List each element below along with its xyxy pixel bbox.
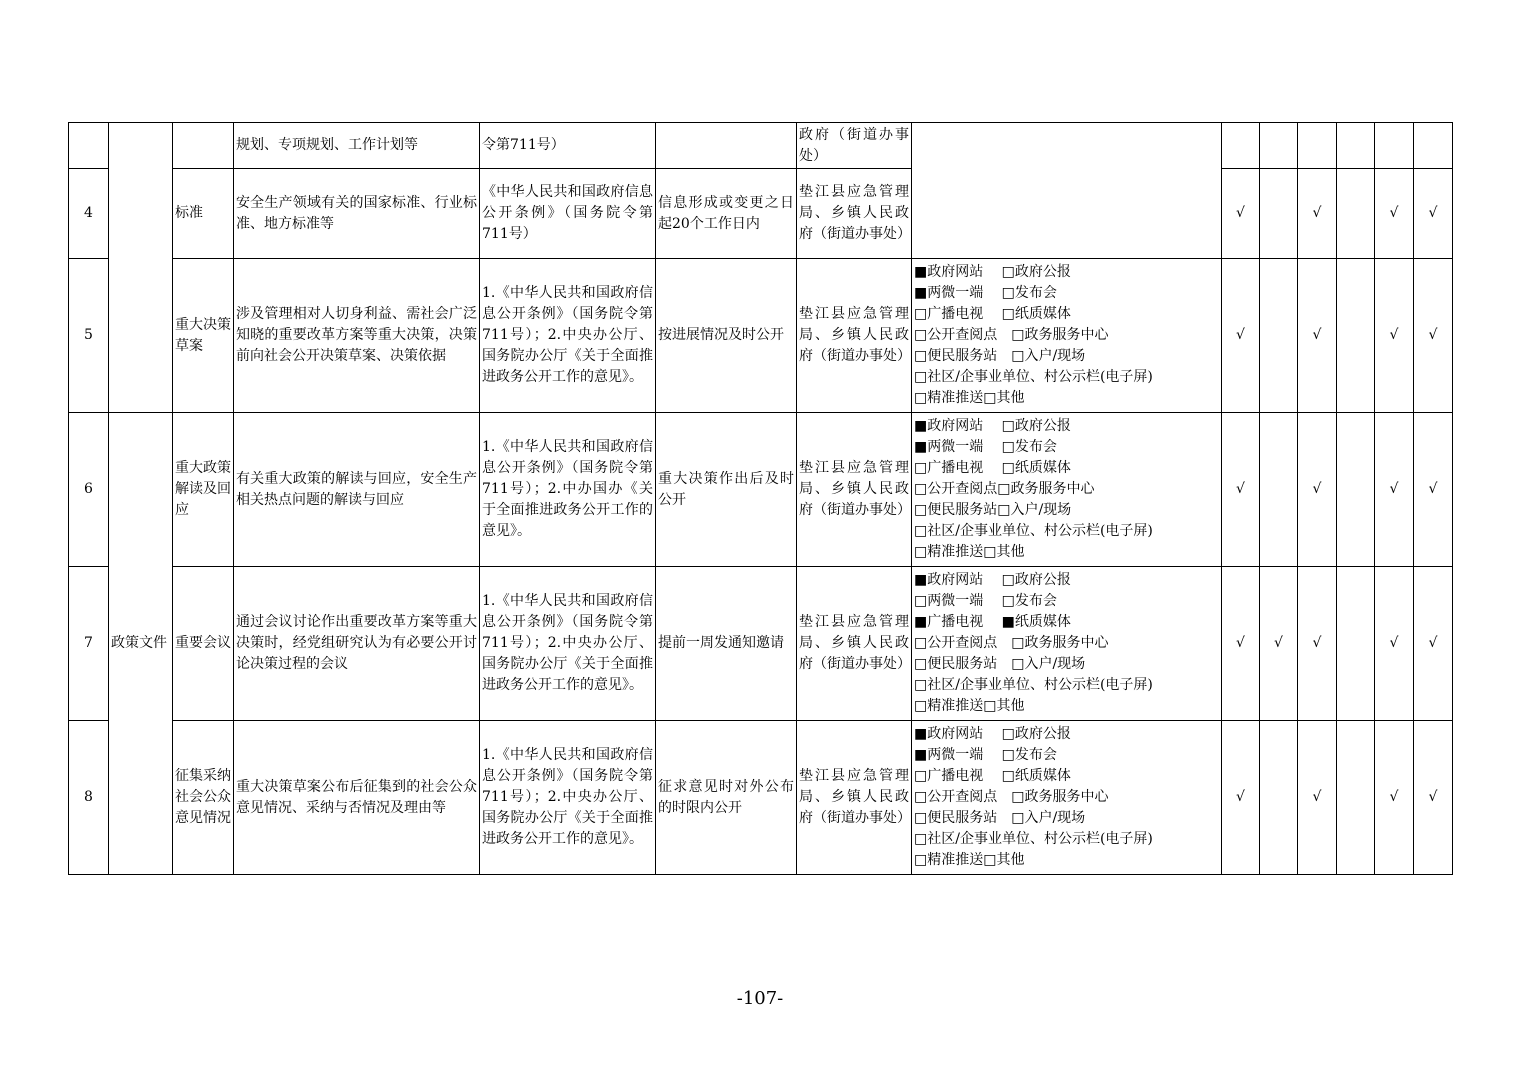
channel-line: □公开查阅点 □政务服务中心	[914, 327, 1109, 343]
content-cell: 涉及管理相对人切身利益、需社会广泛知晓的重要改革方案等重大决策，决策前向社会公开决策草案、决策依据	[234, 259, 480, 413]
mark-cell: √	[1414, 721, 1453, 875]
time-cell	[656, 123, 797, 169]
channel-line: ■政府网站 □政府公报	[914, 572, 1071, 588]
item-name: 重要会议	[173, 567, 234, 721]
mark-cell: √	[1375, 259, 1414, 413]
channel-line: ■两微一端 □发布会	[914, 439, 1057, 455]
mark-cell	[1337, 413, 1375, 567]
table-row	[69, 169, 1453, 259]
mark-cell: √	[1222, 413, 1260, 567]
content-cell: 有关重大政策的解读与回应，安全生产相关热点问题的解读与回应	[234, 413, 480, 567]
item-name: 标准	[173, 169, 234, 259]
content-cell: 安全生产领域有关的国家标准、行业标准、地方标准等	[234, 169, 480, 259]
mark-cell: √	[1298, 721, 1337, 875]
channel-line: □便民服务站 □入户/现场	[914, 348, 1086, 364]
time-cell: 信息形成或变更之日起20个工作日内	[656, 169, 797, 259]
channel-line: □广播电视 □纸质媒体	[914, 768, 1071, 784]
mark-cell: √	[1222, 721, 1260, 875]
channel-line: □两微一端 □发布会	[914, 593, 1057, 609]
mark-cell: √	[1222, 259, 1260, 413]
mark-cell	[1260, 259, 1298, 413]
row-number: 5	[69, 259, 109, 413]
channel-line: □精准推送□其他	[914, 698, 1025, 714]
table-row	[69, 413, 1453, 567]
channel-cell	[912, 567, 1222, 721]
mark-cell	[1222, 123, 1260, 169]
category-cell-empty	[109, 123, 173, 413]
channel-line: □社区/企事业单位、村公示栏(电子屏)	[914, 523, 1153, 539]
mark-cell	[1260, 169, 1298, 259]
mark-cell: √	[1414, 169, 1453, 259]
channel-line: □便民服务站 □入户/现场	[914, 810, 1086, 826]
item-name: 重大政策解读及回应	[173, 413, 234, 567]
page-number: -107-	[736, 988, 784, 1009]
mark-cell: √	[1414, 259, 1453, 413]
mark-cell	[1337, 123, 1375, 169]
content-cell: 规划、专项规划、工作计划等	[234, 123, 480, 169]
item-name: 重大决策草案	[173, 259, 234, 413]
row-number: 6	[69, 413, 109, 567]
mark-cell	[1298, 123, 1337, 169]
channel-line: ■政府网站 □政府公报	[914, 726, 1071, 742]
mark-cell	[1414, 123, 1453, 169]
channel-line: □公开查阅点□政务服务中心	[914, 481, 1095, 497]
mark-cell: √	[1375, 721, 1414, 875]
basis-cell: 1.《中华人民共和国政府信息公开条例》（国务院令第711号）；2.中央办公厅、国务院办公厅《关于全面推进政务公开工作的意见》。	[480, 721, 656, 875]
mark-cell: √	[1222, 169, 1260, 259]
time-cell: 征求意见时对外公布的时限内公开	[656, 721, 797, 875]
mark-cell: √	[1414, 567, 1453, 721]
subject-cell: 垫江县应急管理局、乡镇人民政府（街道办事处）	[797, 567, 912, 721]
subject-cell: 垫江县应急管理局、乡镇人民政府（街道办事处）	[797, 259, 912, 413]
channel-cell	[912, 721, 1222, 875]
channel-line: □广播电视 □纸质媒体	[914, 460, 1071, 476]
mark-cell	[1260, 721, 1298, 875]
item-name: 征集采纳社会公众意见情况	[173, 721, 234, 875]
channel-cell	[912, 259, 1222, 413]
mark-cell	[1375, 123, 1414, 169]
mark-cell: √	[1222, 567, 1260, 721]
channel-line: □精准推送□其他	[914, 852, 1025, 868]
subject-cell: 垫江县应急管理局、乡镇人民政府（街道办事处）	[797, 169, 912, 259]
mark-cell: √	[1298, 567, 1337, 721]
item-name	[173, 123, 234, 169]
channel-line: □社区/企事业单位、村公示栏(电子屏)	[914, 369, 1153, 385]
channel-cell	[912, 413, 1222, 567]
category-cell: 政策文件	[109, 413, 173, 875]
mark-cell: √	[1375, 413, 1414, 567]
channel-line: □精准推送□其他	[914, 390, 1025, 406]
time-cell: 重大决策作出后及时公开	[656, 413, 797, 567]
channel-line: □公开查阅点 □政务服务中心	[914, 789, 1109, 805]
channel-line: □便民服务站 □入户/现场	[914, 656, 1086, 672]
table-row	[69, 567, 1453, 721]
channel-line: □社区/企事业单位、村公示栏(电子屏)	[914, 831, 1153, 847]
mark-cell	[1337, 259, 1375, 413]
channel-line: □便民服务站□入户/现场	[914, 502, 1072, 518]
disclosure-table	[68, 122, 1453, 875]
mark-cell: √	[1414, 413, 1453, 567]
mark-cell: √	[1298, 413, 1337, 567]
basis-cell: 《中华人民共和国政府信息公开条例》（国务院令第711号）	[480, 169, 656, 259]
mark-cell	[1337, 169, 1375, 259]
channel-line: □公开查阅点 □政务服务中心	[914, 635, 1109, 651]
basis-cell: 令第711号）	[480, 123, 656, 169]
row-number: 7	[69, 567, 109, 721]
content-cell: 通过会议讨论作出重要改革方案等重大决策时，经党组研究认为有必要公开讨论决策过程的会议	[234, 567, 480, 721]
mark-cell: √	[1298, 169, 1337, 259]
channel-line: ■政府网站 □政府公报	[914, 264, 1071, 280]
subject-cell: 垫江县应急管理局、乡镇人民政府（街道办事处）	[797, 413, 912, 567]
channel-line: ■政府网站 □政府公报	[914, 418, 1071, 434]
mark-cell: √	[1375, 169, 1414, 259]
row-number: 4	[69, 169, 109, 259]
mark-cell	[1260, 413, 1298, 567]
table-row	[69, 721, 1453, 875]
time-cell: 按进展情况及时公开	[656, 259, 797, 413]
channel-line: □社区/企事业单位、村公示栏(电子屏)	[914, 677, 1153, 693]
mark-cell: √	[1260, 567, 1298, 721]
mark-cell	[1260, 123, 1298, 169]
channel-line: □精准推送□其他	[914, 544, 1025, 560]
basis-cell: 1.《中华人民共和国政府信息公开条例》（国务院令第711号）；2.中央办公厅、国务院办公厅《关于全面推进政务公开工作的意见》。	[480, 567, 656, 721]
channel-line: ■两微一端 □发布会	[914, 285, 1057, 301]
subject-cell: 政府（街道办事处）	[797, 123, 912, 169]
content-cell: 重大决策草案公布后征集到的社会公众意见情况、采纳与否情况及理由等	[234, 721, 480, 875]
subject-cell: 垫江县应急管理局、乡镇人民政府（街道办事处）	[797, 721, 912, 875]
mark-cell	[1337, 567, 1375, 721]
table-row	[69, 259, 1453, 413]
channel-line: □广播电视 □纸质媒体	[914, 306, 1071, 322]
row-number	[69, 123, 109, 169]
time-cell: 提前一周发通知邀请	[656, 567, 797, 721]
channel-line: ■广播电视 ■纸质媒体	[914, 614, 1071, 630]
channel-line: ■两微一端 □发布会	[914, 747, 1057, 763]
mark-cell	[1337, 721, 1375, 875]
channel-cell	[912, 123, 1222, 259]
table-row	[69, 123, 1453, 169]
mark-cell: √	[1298, 259, 1337, 413]
row-number: 8	[69, 721, 109, 875]
basis-cell: 1.《中华人民共和国政府信息公开条例》（国务院令第711号）；2.中央办公厅、国务院办公厅《关于全面推进政务公开工作的意见》。	[480, 259, 656, 413]
basis-cell: 1.《中华人民共和国政府信息公开条例》（国务院令第711号）；2.中办国办《关于全面推进政务公开工作的意见》。	[480, 413, 656, 567]
mark-cell: √	[1375, 567, 1414, 721]
